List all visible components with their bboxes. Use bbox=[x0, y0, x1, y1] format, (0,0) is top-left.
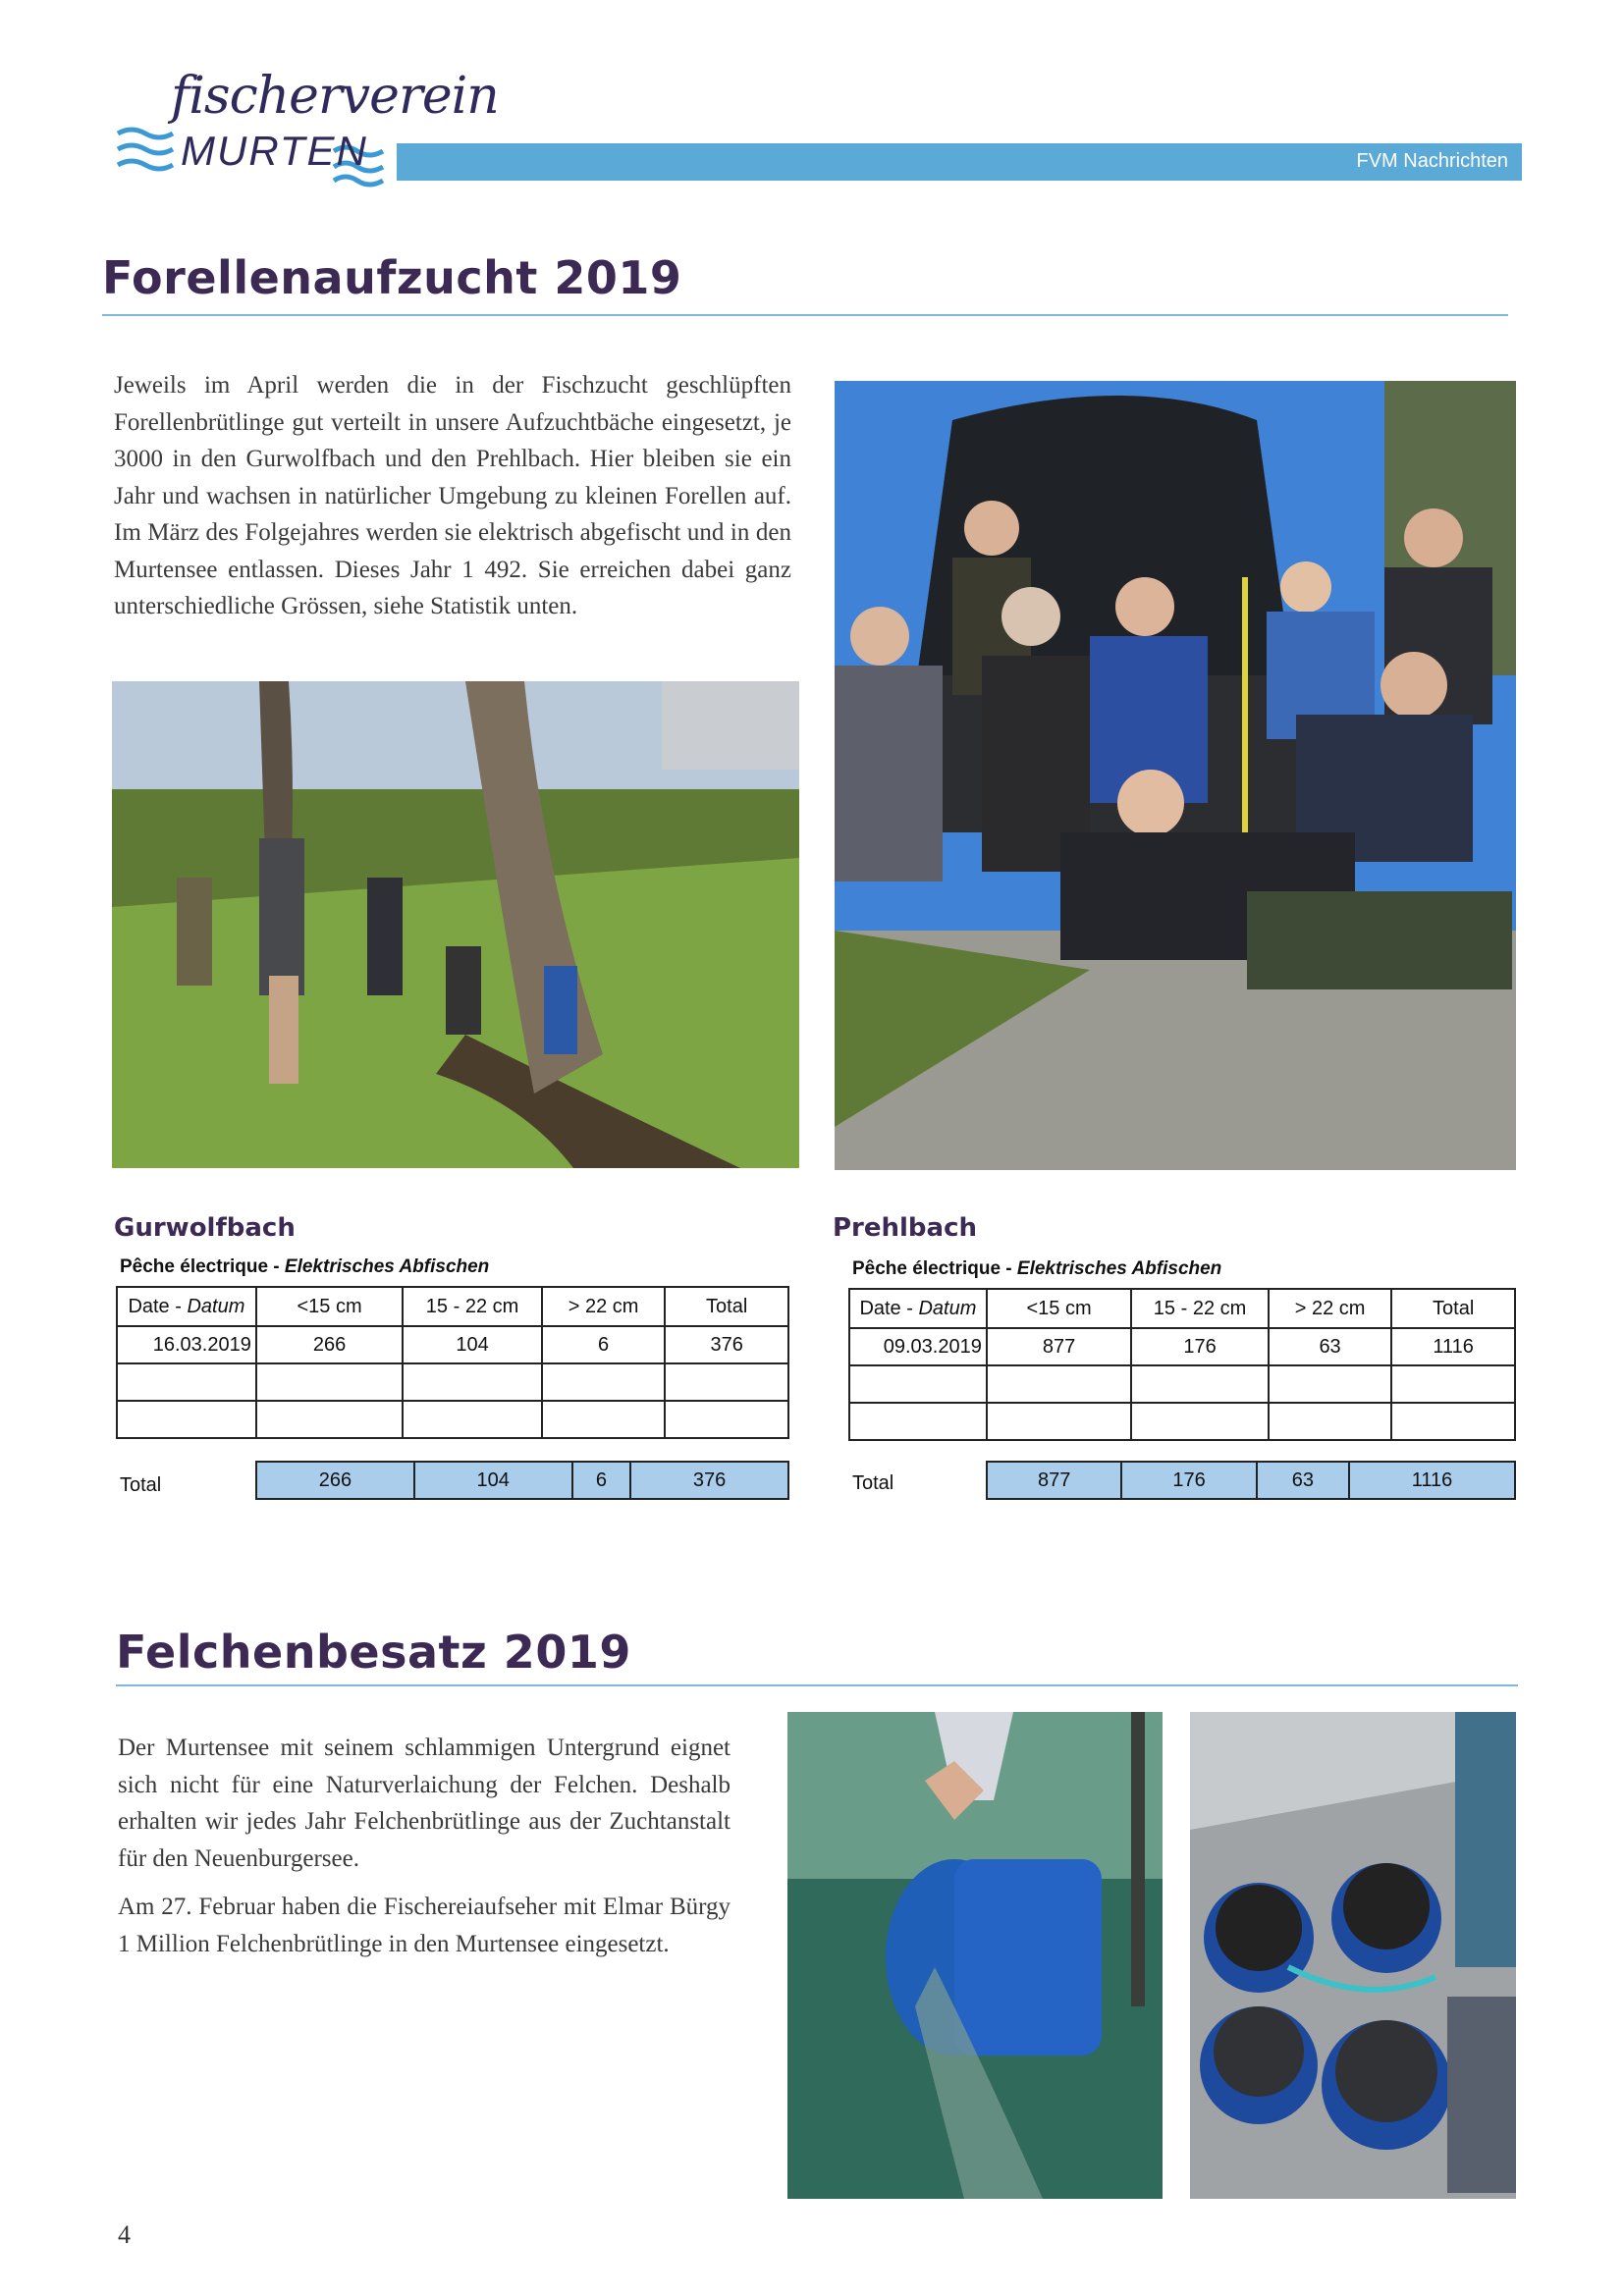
subtitle-de: Elektrisches Abfischen bbox=[284, 1256, 490, 1277]
table-cell: 877 bbox=[987, 1328, 1131, 1365]
table-cell: 1116 bbox=[1391, 1328, 1515, 1365]
data-table-gurwolfbach bbox=[116, 1286, 789, 1439]
total-cell: 104 bbox=[414, 1462, 572, 1499]
total-label: Total bbox=[120, 1474, 162, 1496]
subtitle-fr: Pêche électrique - bbox=[852, 1258, 1017, 1279]
page-number: 4 bbox=[118, 2220, 131, 2249]
header-cell: <15 cm bbox=[256, 1287, 403, 1326]
table-cell: 376 bbox=[665, 1326, 788, 1363]
total-label: Total bbox=[852, 1472, 894, 1494]
table-header-row bbox=[849, 1289, 1515, 1328]
section-label: FVM Nachrichten bbox=[1356, 150, 1508, 172]
total-cell: 376 bbox=[630, 1462, 788, 1499]
table-row-empty bbox=[117, 1401, 788, 1438]
total-cell: 1116 bbox=[1349, 1462, 1515, 1499]
intro-paragraph: Jeweils im April werden die in der Fischzucht geschlüpften Forellenbrütlinge gut verteilt in unsere Aufzuchtbäche eingesetzt, je 3000 in den Gurwolfbach und den Prehlbach. Hier bleiben sie ein Jahr und wachsen in natürlicher Umgebung zu kleinen Forellen auf. Im März des Folgejahres werden sie elektrisch abgefischt und in den Murtensee entlassen. Dieses Jahr 1 492. Sie erreichen dabei ganz unterschiedliche Grössen, siehe Statistik unten. bbox=[114, 372, 791, 619]
table-row bbox=[117, 1326, 788, 1363]
table-subtitle bbox=[852, 1258, 1221, 1280]
header-cell: Total bbox=[1391, 1289, 1515, 1328]
total-cell: 6 bbox=[572, 1462, 631, 1499]
table-cell-date: 16.03.2019 bbox=[117, 1326, 256, 1363]
photo-group-car bbox=[835, 381, 1516, 1170]
felchen-paragraph-2: Am 27. Februar haben die Fischereiaufseher mit Elmar Bürgy 1 Million Felchenbrütlinge in den Murtensee eingesetzt. bbox=[118, 1894, 731, 1957]
table-cell: 63 bbox=[1269, 1328, 1392, 1365]
photo-barrel-water bbox=[787, 1712, 1163, 2199]
data-table-prehlbach bbox=[848, 1288, 1516, 1441]
totals-row-gurwolfbach bbox=[255, 1461, 789, 1500]
table-cell: 176 bbox=[1131, 1328, 1269, 1365]
table-cell: 104 bbox=[403, 1326, 542, 1363]
section-title-felchenbesatz: Felchenbesatz 2019 bbox=[116, 1626, 631, 1679]
total-cell: 266 bbox=[256, 1462, 414, 1499]
photo-barrels-boat bbox=[1190, 1712, 1516, 2199]
table-subtitle bbox=[120, 1256, 489, 1278]
logo-script-text: fischerverein bbox=[171, 67, 499, 126]
subtitle-de: Elektrisches Abfischen bbox=[1016, 1258, 1222, 1279]
table-cell: 266 bbox=[256, 1326, 403, 1363]
total-cell: 176 bbox=[1121, 1462, 1256, 1499]
table-title-gurwolfbach: Gurwolfbach bbox=[114, 1213, 296, 1243]
header-cell: Total bbox=[665, 1287, 788, 1326]
table-row-empty bbox=[849, 1403, 1515, 1440]
header-cell-date: Date - Datum bbox=[117, 1287, 256, 1326]
table-title-prehlbach: Prehlbach bbox=[833, 1213, 978, 1243]
title-rule bbox=[116, 1684, 1518, 1686]
table-cell: 6 bbox=[542, 1326, 666, 1363]
title-rule bbox=[102, 314, 1508, 316]
total-cell: 63 bbox=[1257, 1462, 1349, 1499]
subtitle-fr: Pêche électrique - bbox=[120, 1256, 285, 1277]
header-cell: 15 - 22 cm bbox=[403, 1287, 542, 1326]
felchen-paragraph-1: Der Murtensee mit seinem schlammigen Untergrund eignet sich nicht für eine Naturverlaichung der Felchen. Deshalb erhalten wir jedes Jahr Felchenbrütlinge aus der Zuchtanstalt für den Neuenburgersee. bbox=[118, 1735, 731, 1872]
table-row-empty bbox=[849, 1365, 1515, 1403]
photo-stream-group bbox=[112, 681, 799, 1168]
header-cell: > 22 cm bbox=[1269, 1289, 1392, 1328]
header-cell: <15 cm bbox=[987, 1289, 1131, 1328]
table-header-row bbox=[117, 1287, 788, 1326]
header-cell-date: Date - Datum bbox=[849, 1289, 987, 1328]
header-cell: 15 - 22 cm bbox=[1131, 1289, 1269, 1328]
header-bar bbox=[397, 143, 1522, 181]
table-row-empty bbox=[117, 1363, 788, 1401]
table-row bbox=[849, 1328, 1515, 1365]
header-cell: > 22 cm bbox=[542, 1287, 666, 1326]
logo-caps-text: MURTEN bbox=[181, 128, 368, 174]
totals-row-prehlbach bbox=[986, 1461, 1516, 1500]
section-title-forellenaufzucht: Forellenaufzucht 2019 bbox=[102, 251, 682, 304]
club-logo bbox=[110, 65, 499, 190]
total-cell: 877 bbox=[987, 1462, 1121, 1499]
table-cell-date: 09.03.2019 bbox=[849, 1328, 987, 1365]
